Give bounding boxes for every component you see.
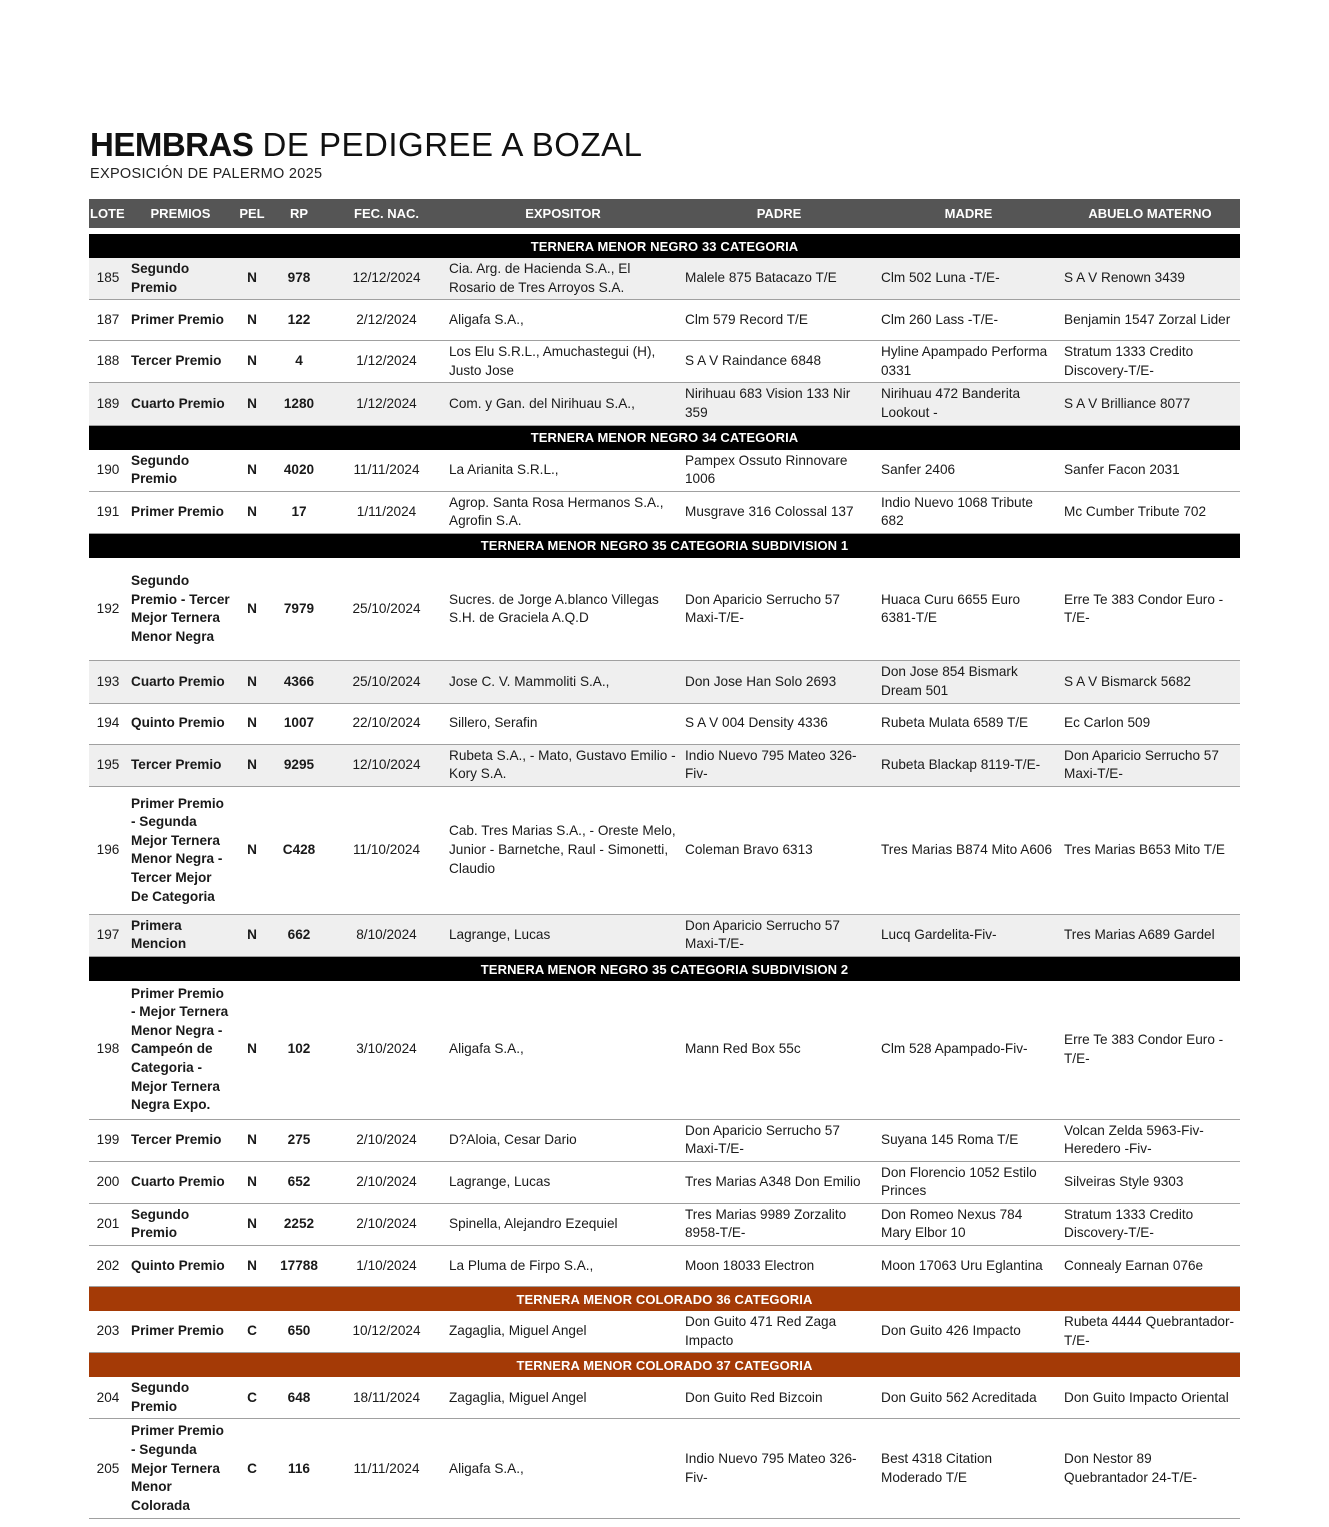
cell-padre: Don Aparicio Serrucho 57 Maxi-T/E- bbox=[681, 914, 877, 956]
cell-pel: N bbox=[234, 300, 270, 341]
cell-pel: C bbox=[234, 1311, 270, 1353]
cell-rp: 9295 bbox=[270, 744, 328, 786]
cell-rp: 1280 bbox=[270, 383, 328, 425]
cell-fec-nac: 12/12/2024 bbox=[328, 258, 445, 300]
cell-padre: Malele 875 Batacazo T/E bbox=[681, 258, 877, 300]
cell-madre: Clm 528 Apampado-Fiv- bbox=[877, 981, 1060, 1119]
col-header-madre: MADRE bbox=[877, 199, 1060, 228]
cell-expositor: Aligafa S.A., bbox=[445, 981, 681, 1119]
cell-fec-nac: 1/10/2024 bbox=[328, 1246, 445, 1287]
cell-rp: 17788 bbox=[270, 1246, 328, 1287]
cell-rp: 662 bbox=[270, 914, 328, 956]
cell-abuelo-materno: Connealy Earnan 076e bbox=[1060, 1246, 1240, 1287]
cell-expositor: Rubeta S.A., - Mato, Gustavo Emilio - Kory S.A. bbox=[445, 744, 681, 786]
cell-lote: 187 bbox=[89, 300, 127, 341]
page-title bbox=[90, 126, 642, 164]
cell-fec-nac: 3/10/2024 bbox=[328, 981, 445, 1119]
cell-madre: Tres Marias B874 Mito A606 bbox=[877, 786, 1060, 914]
cell-premios: Cuarto Premio bbox=[127, 661, 234, 703]
cell-abuelo-materno: Don Guito Impacto Oriental bbox=[1060, 1377, 1240, 1419]
cell-padre: Pampex Ossuto Rinnovare 1006 bbox=[681, 450, 877, 492]
cell-pel: N bbox=[234, 558, 270, 661]
category-header bbox=[89, 1287, 1240, 1312]
cell-fec-nac: 11/10/2024 bbox=[328, 786, 445, 914]
cell-padre: Coleman Bravo 6313 bbox=[681, 786, 877, 914]
cell-fec-nac: 2/12/2024 bbox=[328, 300, 445, 341]
cell-rp: 4366 bbox=[270, 661, 328, 703]
cell-rp: 122 bbox=[270, 300, 328, 341]
cell-madre: Don Guito 562 Acreditada bbox=[877, 1377, 1060, 1419]
cell-lote: 190 bbox=[89, 450, 127, 492]
cell-abuelo-materno: Volcan Zelda 5963-Fiv-Heredero -Fiv- bbox=[1060, 1119, 1240, 1161]
cell-premios: Segundo Premio bbox=[127, 1377, 234, 1419]
cell-lote: 191 bbox=[89, 491, 127, 533]
cell-fec-nac: 18/11/2024 bbox=[328, 1377, 445, 1419]
cell-premios: Primer Premio - Mejor Ternera Menor Negra - Campeón de Categoria - Mejor Ternera Negra Expo. bbox=[127, 981, 234, 1119]
table-row bbox=[89, 981, 1240, 1119]
cell-padre: Mann Red Box 55c bbox=[681, 981, 877, 1119]
cell-padre: Don Jose Han Solo 2693 bbox=[681, 661, 877, 703]
cell-lote: 196 bbox=[89, 786, 127, 914]
cell-lote: 189 bbox=[89, 383, 127, 425]
cell-premios: Tercer Premio bbox=[127, 341, 234, 383]
cell-rp: 648 bbox=[270, 1377, 328, 1419]
col-header-pel: PEL bbox=[234, 199, 270, 228]
table-row bbox=[89, 1311, 1240, 1353]
cell-madre: Best 4318 Citation Moderado T/E bbox=[877, 1419, 1060, 1519]
cell-expositor: Zagaglia, Miguel Angel bbox=[445, 1377, 681, 1419]
cell-fec-nac: 11/11/2024 bbox=[328, 450, 445, 492]
cell-fec-nac: 2/10/2024 bbox=[328, 1161, 445, 1203]
cell-abuelo-materno: Don Nestor 89 Quebrantador 24-T/E- bbox=[1060, 1419, 1240, 1519]
cell-rp: 275 bbox=[270, 1119, 328, 1161]
cell-fec-nac: 12/10/2024 bbox=[328, 744, 445, 786]
cell-pel: N bbox=[234, 981, 270, 1119]
cell-pel: N bbox=[234, 258, 270, 300]
table-row bbox=[89, 1246, 1240, 1287]
cell-padre: S A V 004 Density 4336 bbox=[681, 703, 877, 744]
table-header bbox=[89, 199, 1240, 228]
cell-premios: Cuarto Premio bbox=[127, 1161, 234, 1203]
cell-fec-nac: 1/11/2024 bbox=[328, 491, 445, 533]
cell-madre: Huaca Curu 6655 Euro 6381-T/E bbox=[877, 558, 1060, 661]
cell-padre: Clm 579 Record T/E bbox=[681, 300, 877, 341]
cell-pel: N bbox=[234, 1161, 270, 1203]
cell-madre: Nirihuau 472 Banderita Lookout - bbox=[877, 383, 1060, 425]
cell-rp: C428 bbox=[270, 786, 328, 914]
cell-lote: 202 bbox=[89, 1246, 127, 1287]
cell-abuelo-materno: Benjamin 1547 Zorzal Lider bbox=[1060, 300, 1240, 341]
cell-premios: Tercer Premio bbox=[127, 744, 234, 786]
cell-rp: 17 bbox=[270, 491, 328, 533]
table-row bbox=[89, 558, 1240, 661]
cell-rp: 652 bbox=[270, 1161, 328, 1203]
cell-abuelo-materno: Tres Marias B653 Mito T/E bbox=[1060, 786, 1240, 914]
col-header-lote: LOTE bbox=[89, 199, 127, 228]
cell-abuelo-materno: S A V Brilliance 8077 bbox=[1060, 383, 1240, 425]
category-title: TERNERA MENOR COLORADO 37 CATEGORIA bbox=[89, 1353, 1240, 1378]
cell-madre: Rubeta Mulata 6589 T/E bbox=[877, 703, 1060, 744]
cell-fec-nac: 1/12/2024 bbox=[328, 383, 445, 425]
title-block bbox=[90, 126, 642, 182]
category-title: TERNERA MENOR NEGRO 35 CATEGORIA SUBDIVISION 1 bbox=[89, 533, 1240, 558]
cell-fec-nac: 22/10/2024 bbox=[328, 703, 445, 744]
category-title: TERNERA MENOR NEGRO 35 CATEGORIA SUBDIVISION 2 bbox=[89, 957, 1240, 982]
cell-lote: 192 bbox=[89, 558, 127, 661]
table-row bbox=[89, 1203, 1240, 1245]
cell-expositor: Cab. Tres Marias S.A., - Oreste Melo, Junior - Barnetche, Raul - Simonetti, Claudio bbox=[445, 786, 681, 914]
cell-premios: Quinto Premio bbox=[127, 1246, 234, 1287]
cell-lote: 193 bbox=[89, 661, 127, 703]
cell-premios: Primer Premio bbox=[127, 1311, 234, 1353]
cell-lote: 205 bbox=[89, 1419, 127, 1519]
table-row bbox=[89, 744, 1240, 786]
cell-abuelo-materno: Silveiras Style 9303 bbox=[1060, 1161, 1240, 1203]
table-row bbox=[89, 383, 1240, 425]
category-header bbox=[89, 957, 1240, 982]
cell-fec-nac: 25/10/2024 bbox=[328, 558, 445, 661]
cell-fec-nac: 11/11/2024 bbox=[328, 1419, 445, 1519]
cell-rp: 4020 bbox=[270, 450, 328, 492]
cell-rp: 4 bbox=[270, 341, 328, 383]
cell-padre: Don Guito Red Bizcoin bbox=[681, 1377, 877, 1419]
cell-abuelo-materno: S A V Renown 3439 bbox=[1060, 258, 1240, 300]
cell-lote: 194 bbox=[89, 703, 127, 744]
cell-rp: 650 bbox=[270, 1311, 328, 1353]
col-header-padre: PADRE bbox=[681, 199, 877, 228]
cell-lote: 197 bbox=[89, 914, 127, 956]
cell-premios: Segundo Premio bbox=[127, 258, 234, 300]
cell-premios: Primer Premio bbox=[127, 491, 234, 533]
category-header bbox=[89, 1353, 1240, 1378]
cell-madre: Don Guito 426 Impacto bbox=[877, 1311, 1060, 1353]
cell-fec-nac: 8/10/2024 bbox=[328, 914, 445, 956]
cell-fec-nac: 2/10/2024 bbox=[328, 1119, 445, 1161]
table-row bbox=[89, 703, 1240, 744]
cell-fec-nac: 2/10/2024 bbox=[328, 1203, 445, 1245]
cell-abuelo-materno: Stratum 1333 Credito Discovery-T/E- bbox=[1060, 341, 1240, 383]
category-title: TERNERA MENOR NEGRO 33 CATEGORIA bbox=[89, 234, 1240, 258]
cell-abuelo-materno: Erre Te 383 Condor Euro -T/E- bbox=[1060, 981, 1240, 1119]
cell-madre: Rubeta Blackap 8119-T/E- bbox=[877, 744, 1060, 786]
cell-expositor: Sucres. de Jorge A.blanco Villegas S.H. de Graciela A.Q.D bbox=[445, 558, 681, 661]
cell-abuelo-materno: Stratum 1333 Credito Discovery-T/E- bbox=[1060, 1203, 1240, 1245]
cell-pel: N bbox=[234, 1203, 270, 1245]
table-row bbox=[89, 1377, 1240, 1419]
cell-premios: Segundo Premio bbox=[127, 1203, 234, 1245]
cell-expositor: Com. y Gan. del Nirihuau S.A., bbox=[445, 383, 681, 425]
cell-padre: Don Aparicio Serrucho 57 Maxi-T/E- bbox=[681, 1119, 877, 1161]
cell-premios: Segundo Premio bbox=[127, 450, 234, 492]
cell-expositor: Sillero, Serafin bbox=[445, 703, 681, 744]
cell-premios: Quinto Premio bbox=[127, 703, 234, 744]
cell-madre: Clm 260 Lass -T/E- bbox=[877, 300, 1060, 341]
cell-lote: 198 bbox=[89, 981, 127, 1119]
cell-premios: Primer Premio bbox=[127, 300, 234, 341]
cell-expositor: Lagrange, Lucas bbox=[445, 1161, 681, 1203]
cell-madre: Sanfer 2406 bbox=[877, 450, 1060, 492]
table-row bbox=[89, 786, 1240, 914]
cell-pel: N bbox=[234, 383, 270, 425]
cell-abuelo-materno: Tres Marias A689 Gardel bbox=[1060, 914, 1240, 956]
cell-expositor: D?Aloia, Cesar Dario bbox=[445, 1119, 681, 1161]
cell-pel: C bbox=[234, 1419, 270, 1519]
col-header-expositor: EXPOSITOR bbox=[445, 199, 681, 228]
cell-expositor: Aligafa S.A., bbox=[445, 1419, 681, 1519]
cell-pel: C bbox=[234, 1377, 270, 1419]
cell-expositor: Aligafa S.A., bbox=[445, 300, 681, 341]
cell-pel: N bbox=[234, 341, 270, 383]
cell-rp: 102 bbox=[270, 981, 328, 1119]
cell-expositor: Spinella, Alejandro Ezequiel bbox=[445, 1203, 681, 1245]
results-table bbox=[89, 199, 1240, 1519]
cell-pel: N bbox=[234, 786, 270, 914]
cell-fec-nac: 1/12/2024 bbox=[328, 341, 445, 383]
cell-madre: Moon 17063 Uru Eglantina bbox=[877, 1246, 1060, 1287]
table-row bbox=[89, 661, 1240, 703]
cell-pel: N bbox=[234, 1246, 270, 1287]
cell-expositor: La Pluma de Firpo S.A., bbox=[445, 1246, 681, 1287]
cell-lote: 195 bbox=[89, 744, 127, 786]
cell-expositor: Agrop. Santa Rosa Hermanos S.A., Agrofin S.A. bbox=[445, 491, 681, 533]
category-title: TERNERA MENOR COLORADO 36 CATEGORIA bbox=[89, 1287, 1240, 1312]
title-rest: DE PEDIGREE A BOZAL bbox=[262, 126, 643, 163]
cell-padre: Indio Nuevo 795 Mateo 326-Fiv- bbox=[681, 744, 877, 786]
table-row bbox=[89, 300, 1240, 341]
col-header-rp: RP bbox=[270, 199, 328, 228]
table-row bbox=[89, 1419, 1240, 1519]
category-header bbox=[89, 425, 1240, 450]
cell-madre: Lucq Gardelita-Fiv- bbox=[877, 914, 1060, 956]
page-subtitle: EXPOSICIÓN DE PALERMO 2025 bbox=[90, 166, 323, 182]
table-row bbox=[89, 491, 1240, 533]
cell-rp: 116 bbox=[270, 1419, 328, 1519]
cell-padre: Moon 18033 Electron bbox=[681, 1246, 877, 1287]
cell-expositor: Lagrange, Lucas bbox=[445, 914, 681, 956]
cell-abuelo-materno: Sanfer Facon 2031 bbox=[1060, 450, 1240, 492]
col-header-premios: PREMIOS bbox=[127, 199, 234, 228]
cell-premios: Primera Mencion bbox=[127, 914, 234, 956]
cell-padre: Don Guito 471 Red Zaga Impacto bbox=[681, 1311, 877, 1353]
cell-padre: Tres Marias 9989 Zorzalito 8958-T/E- bbox=[681, 1203, 877, 1245]
table-row bbox=[89, 1161, 1240, 1203]
table-row bbox=[89, 1119, 1240, 1161]
cell-fec-nac: 10/12/2024 bbox=[328, 1311, 445, 1353]
cell-padre: Indio Nuevo 795 Mateo 326-Fiv- bbox=[681, 1419, 877, 1519]
cell-pel: N bbox=[234, 744, 270, 786]
title-bold: HEMBRAS bbox=[90, 126, 254, 163]
cell-padre: S A V Raindance 6848 bbox=[681, 341, 877, 383]
cell-lote: 188 bbox=[89, 341, 127, 383]
cell-expositor: Los Elu S.R.L., Amuchastegui (H), Justo Jose bbox=[445, 341, 681, 383]
cell-expositor: Cia. Arg. de Hacienda S.A., El Rosario de Tres Arroyos S.A. bbox=[445, 258, 681, 300]
cell-abuelo-materno: Rubeta 4444 Quebrantador-T/E- bbox=[1060, 1311, 1240, 1353]
cell-premios: Primer Premio - Segunda Mejor Ternera Menor Colorada bbox=[127, 1419, 234, 1519]
cell-rp: 1007 bbox=[270, 703, 328, 744]
cell-expositor: La Arianita S.R.L., bbox=[445, 450, 681, 492]
cell-expositor: Zagaglia, Miguel Angel bbox=[445, 1311, 681, 1353]
table-row bbox=[89, 914, 1240, 956]
cell-pel: N bbox=[234, 491, 270, 533]
cell-madre: Clm 502 Luna -T/E- bbox=[877, 258, 1060, 300]
cell-premios: Segundo Premio - Tercer Mejor Ternera Menor Negra bbox=[127, 558, 234, 661]
cell-premios: Primer Premio - Segunda Mejor Ternera Menor Negra - Tercer Mejor De Categoria bbox=[127, 786, 234, 914]
cell-pel: N bbox=[234, 1119, 270, 1161]
cell-lote: 199 bbox=[89, 1119, 127, 1161]
cell-madre: Suyana 145 Roma T/E bbox=[877, 1119, 1060, 1161]
table-row bbox=[89, 450, 1240, 492]
table-body bbox=[89, 228, 1240, 1519]
cell-abuelo-materno: S A V Bismarck 5682 bbox=[1060, 661, 1240, 703]
cell-madre: Don Jose 854 Bismark Dream 501 bbox=[877, 661, 1060, 703]
cell-lote: 204 bbox=[89, 1377, 127, 1419]
category-title: TERNERA MENOR NEGRO 34 CATEGORIA bbox=[89, 425, 1240, 450]
cell-lote: 200 bbox=[89, 1161, 127, 1203]
cell-premios: Tercer Premio bbox=[127, 1119, 234, 1161]
cell-lote: 203 bbox=[89, 1311, 127, 1353]
cell-rp: 978 bbox=[270, 258, 328, 300]
cell-lote: 185 bbox=[89, 258, 127, 300]
category-header bbox=[89, 234, 1240, 258]
cell-padre: Tres Marias A348 Don Emilio bbox=[681, 1161, 877, 1203]
table-row bbox=[89, 258, 1240, 300]
cell-madre: Don Romeo Nexus 784 Mary Elbor 10 bbox=[877, 1203, 1060, 1245]
cell-abuelo-materno: Erre Te 383 Condor Euro -T/E- bbox=[1060, 558, 1240, 661]
cell-expositor: Jose C. V. Mammoliti S.A., bbox=[445, 661, 681, 703]
cell-padre: Nirihuau 683 Vision 133 Nir 359 bbox=[681, 383, 877, 425]
cell-pel: N bbox=[234, 450, 270, 492]
table-row bbox=[89, 341, 1240, 383]
cell-lote: 201 bbox=[89, 1203, 127, 1245]
cell-madre: Indio Nuevo 1068 Tribute 682 bbox=[877, 491, 1060, 533]
cell-pel: N bbox=[234, 661, 270, 703]
cell-madre: Don Florencio 1052 Estilo Princes bbox=[877, 1161, 1060, 1203]
category-header bbox=[89, 533, 1240, 558]
cell-rp: 2252 bbox=[270, 1203, 328, 1245]
cell-abuelo-materno: Don Aparicio Serrucho 57 Maxi-T/E- bbox=[1060, 744, 1240, 786]
cell-pel: N bbox=[234, 914, 270, 956]
cell-rp: 7979 bbox=[270, 558, 328, 661]
cell-fec-nac: 25/10/2024 bbox=[328, 661, 445, 703]
col-header-fec-nac: FEC. NAC. bbox=[328, 199, 445, 228]
cell-padre: Don Aparicio Serrucho 57 Maxi-T/E- bbox=[681, 558, 877, 661]
cell-abuelo-materno: Mc Cumber Tribute 702 bbox=[1060, 491, 1240, 533]
col-header-abuelo-materno: ABUELO MATERNO bbox=[1060, 199, 1240, 228]
cell-abuelo-materno: Ec Carlon 509 bbox=[1060, 703, 1240, 744]
cell-pel: N bbox=[234, 703, 270, 744]
cell-madre: Hyline Apampado Performa 0331 bbox=[877, 341, 1060, 383]
cell-premios: Cuarto Premio bbox=[127, 383, 234, 425]
cell-padre: Musgrave 316 Colossal 137 bbox=[681, 491, 877, 533]
